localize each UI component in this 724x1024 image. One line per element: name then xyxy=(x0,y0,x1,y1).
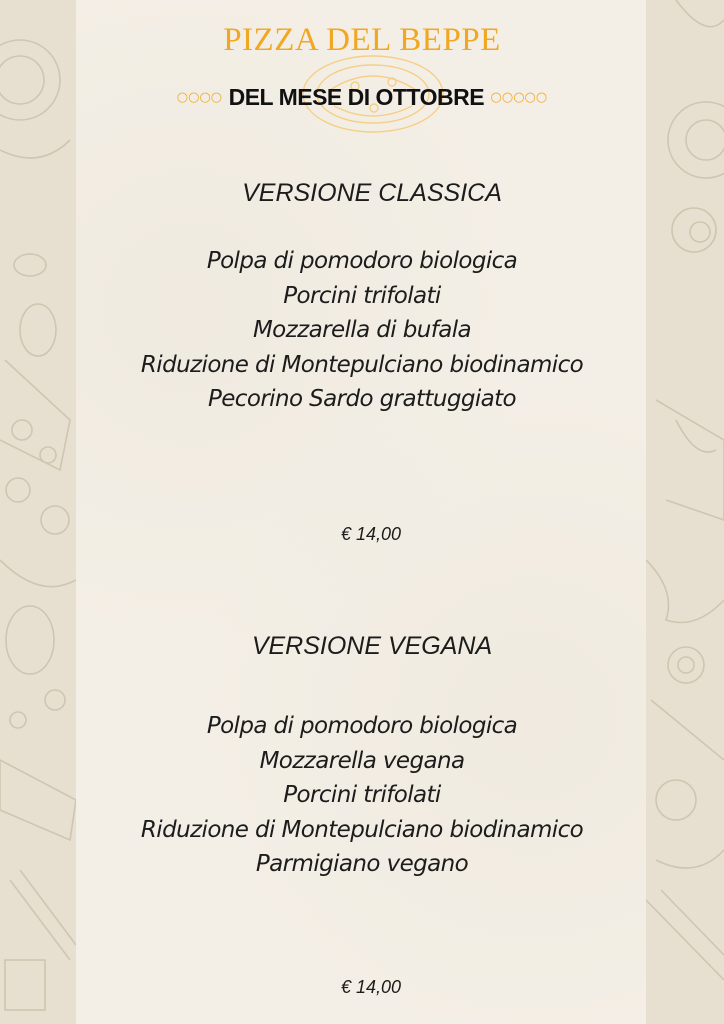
ingredient-item: Parmigiano vegano xyxy=(255,851,469,877)
ingredient-item: Riduzione di Montepulciano biodinamico xyxy=(140,816,584,843)
ingredient-item: Mozzarella di bufala xyxy=(252,317,472,343)
section-title-vegana: VERSIONE VEGANA xyxy=(251,632,493,660)
ingredient-list-classica xyxy=(0,244,724,417)
price-vegana: € 14,00 xyxy=(340,977,402,997)
ingredient-item: Riduzione di Montepulciano biodinamico xyxy=(140,351,584,378)
ingredient-item: Pecorino Sardo grattuggiato xyxy=(207,386,516,412)
month-banner xyxy=(0,84,724,111)
ingredient-item: Polpa di pomodoro biologica xyxy=(206,248,518,274)
dots-decoration-left: ○○○○ xyxy=(176,90,223,105)
ingredient-item: Polpa di pomodoro biologica xyxy=(206,713,518,739)
ingredient-item: Porcini trifolati xyxy=(283,282,441,309)
section-title-classica: VERSIONE CLASSICA xyxy=(242,179,502,207)
dots-decoration-right: ○○○○○ xyxy=(490,90,548,105)
month-subtitle: DEL MESE DI OTTOBRE xyxy=(228,84,485,110)
ingredient-item: Mozzarella vegana xyxy=(259,747,465,774)
ingredient-list-vegana xyxy=(0,709,724,882)
restaurant-name: PIZZA DEL BEPPE xyxy=(223,22,501,58)
ingredient-item: Porcini trifolati xyxy=(283,782,441,808)
price-classica: € 14,00 xyxy=(340,524,402,544)
